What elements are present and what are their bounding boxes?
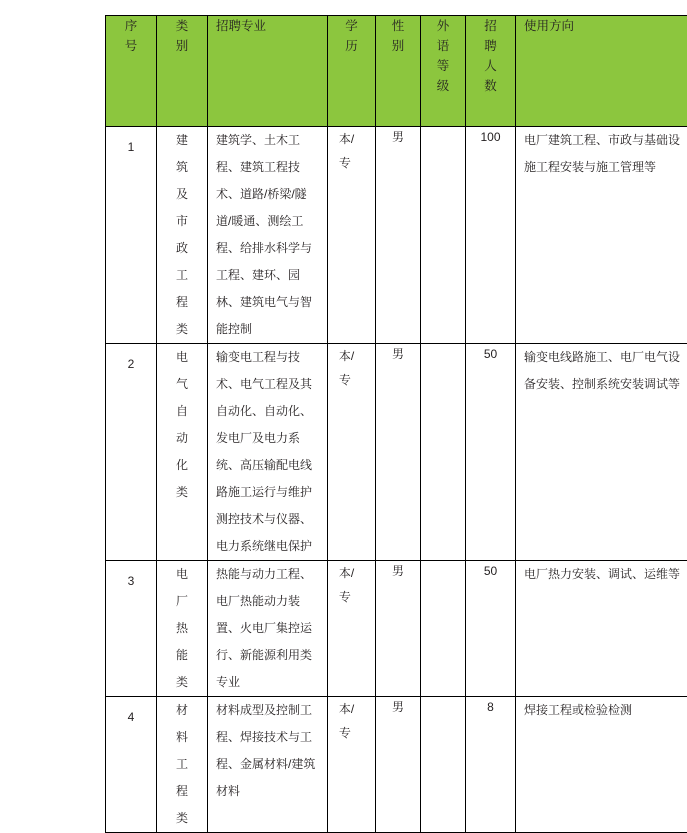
cell-direction: 电厂建筑工程、市政与基础设施工程安装与施工管理等: [516, 127, 687, 344]
header-count-label: 招聘人数: [484, 16, 497, 96]
cell-direction: 焊接工程或检验检测: [516, 697, 687, 833]
cell-degree: [328, 561, 376, 697]
cell-degree-text: 本/专: [339, 697, 364, 745]
cell-degree: [328, 697, 376, 833]
cell-index: 3: [106, 561, 157, 697]
cell-category-text: 电气自动化类: [176, 344, 188, 506]
cell-degree-text: 本/专: [339, 561, 364, 609]
table-row: [106, 561, 687, 697]
cell-gender: 男: [376, 561, 421, 697]
cell-gender: 男: [376, 697, 421, 833]
cell-count: 50: [466, 561, 516, 697]
cell-major: 热能与动力工程、电厂热能动力装置、火电厂集控运行、新能源利用类专业: [208, 561, 328, 697]
header-language-label: 外语等级: [437, 16, 450, 96]
cell-index: 4: [106, 697, 157, 833]
header-category: [157, 16, 208, 127]
cell-direction: 输变电线路施工、电厂电气设备安装、控制系统安装调试等: [516, 344, 687, 561]
cell-language: [421, 561, 466, 697]
cell-category: [157, 127, 208, 344]
cell-count: 100: [466, 127, 516, 344]
cell-major: 输变电工程与技术、电气工程及其自动化、自动化、发电厂及电力系统、高压输配电线路施工运行与维护测控技术与仪器、电力系统继电保护: [208, 344, 328, 561]
cell-category-text: 电厂热能类: [176, 561, 188, 696]
table-header: [106, 16, 687, 127]
cell-degree: [328, 127, 376, 344]
cell-language: [421, 697, 466, 833]
cell-major: 材料成型及控制工程、焊接技术与工程、金属材料/建筑材料: [208, 697, 328, 833]
cell-direction: 电厂热力安装、调试、运维等: [516, 561, 687, 697]
cell-language: [421, 344, 466, 561]
header-count: [466, 16, 516, 127]
table-row: [106, 697, 687, 833]
cell-category-text: 材料工程类: [176, 697, 188, 832]
header-direction-label: 使用方向: [524, 19, 574, 33]
cell-index: 2: [106, 344, 157, 561]
header-gender-label: 性别: [392, 16, 405, 56]
cell-gender: 男: [376, 127, 421, 344]
cell-degree: [328, 344, 376, 561]
cell-category-text: 建筑及市政工程类: [176, 127, 188, 343]
header-major-label: 招聘专业: [216, 19, 266, 33]
header-degree-label: 学历: [345, 16, 358, 56]
header-language: [421, 16, 466, 127]
cell-language: [421, 127, 466, 344]
cell-category: [157, 697, 208, 833]
cell-count: 8: [466, 697, 516, 833]
header-degree: [328, 16, 376, 127]
header-gender: [376, 16, 421, 127]
cell-index: 1: [106, 127, 157, 344]
cell-degree-text: 本/专: [339, 344, 364, 392]
table-row: [106, 344, 687, 561]
table-body: [106, 127, 687, 833]
cell-category: [157, 344, 208, 561]
header-index: [106, 16, 157, 127]
table-row: [106, 127, 687, 344]
recruitment-plan-table: [105, 15, 687, 833]
header-major: [208, 16, 328, 127]
cell-gender: 男: [376, 344, 421, 561]
header-direction: [516, 16, 687, 127]
cell-degree-text: 本/专: [339, 127, 364, 175]
cell-category: [157, 561, 208, 697]
cell-major: 建筑学、土木工程、建筑工程技术、道路/桥梁/隧道/暖通、测绘工程、给排水科学与工程、建环、园林、建筑电气与智能控制: [208, 127, 328, 344]
cell-count: 50: [466, 344, 516, 561]
header-index-label: 序号: [125, 16, 138, 56]
header-row: [106, 16, 687, 127]
header-category-label: 类别: [176, 16, 189, 56]
